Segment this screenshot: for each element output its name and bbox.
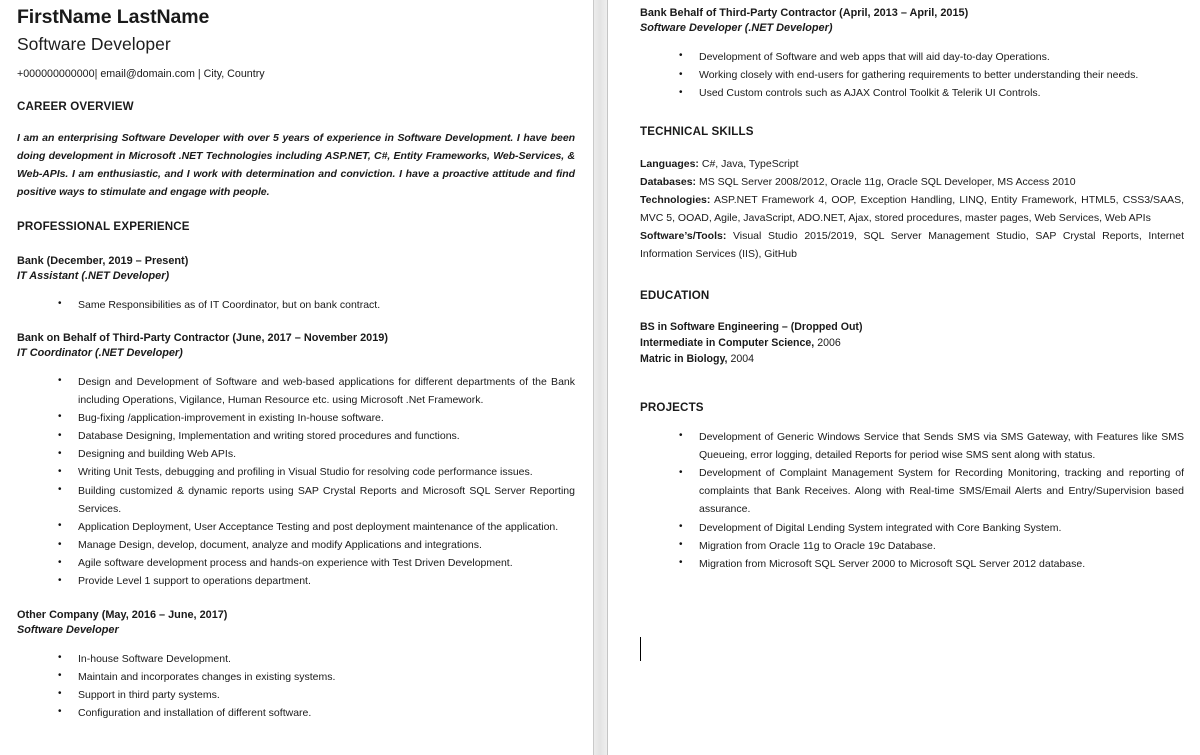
page-gutter-shade <box>594 0 607 755</box>
skill-value: ASP.NET Framework 4, OOP, Exception Handling, LINQ, Entity Framework, HTML5, CSS3/SAAS, MVC 5, OOAD, Agile, JavaScript, ADO.NET, Ajax, stored procedures, master pages, Web Services, Web APIs <box>640 193 1184 224</box>
section-heading-education: EDUCATION <box>640 289 710 303</box>
list-item: • Writing Unit Tests, debugging and profiling in Visual Studio for resolving code performance issues. <box>58 463 575 481</box>
resume-page-left <box>0 0 589 755</box>
list-item: • Database Designing, Implementation and writing stored procedures and functions. <box>58 427 575 445</box>
list-item: • Development of Digital Lending System integrated with Core Banking System. <box>679 519 1184 537</box>
education-degree: Intermediate in Computer Science, <box>640 336 815 349</box>
list-item: • Application Deployment, User Acceptance Testing and post deployment maintenance of the application. <box>58 518 575 536</box>
education-degree: BS in Software Engineering – (Dropped Out) <box>640 320 863 333</box>
job-bullet-list <box>17 373 575 591</box>
list-item: • Provide Level 1 support to operations department. <box>58 572 575 590</box>
education-entry <box>640 335 1184 351</box>
list-item: • Same Responsibilities as of IT Coordinator, but on bank contract. <box>58 296 575 314</box>
list-item: • Development of Generic Windows Service that Sends SMS via SMS Gateway, with Features like SMS Queueing, error logging, detailed Reports for period wise SMS sent along with status. <box>679 428 1184 464</box>
list-item: • Maintain and incorporates changes in existing systems. <box>58 668 575 686</box>
job-entry <box>17 331 575 591</box>
list-item: • Configuration and installation of different software. <box>58 704 575 722</box>
candidate-job-title: Software Developer <box>17 34 171 54</box>
list-item: • Manage Design, develop, document, analyze and modify Applications and integrations. <box>58 536 575 554</box>
job-bullet-list <box>640 48 1184 102</box>
list-item: • Bug-fixing /application-improvement in existing In-house software. <box>58 409 575 427</box>
job-role: IT Coordinator (.NET Developer) <box>17 347 183 360</box>
job-bullet-list <box>17 296 575 314</box>
list-item: • Development of Complaint Management System for Recording Monitoring, tracking and reporting of complaints that Bank Receives. Along with Real-time SMS/Email Alerts and Entry/Supervision based assurance. <box>679 464 1184 518</box>
job-role: Software Developer (.NET Developer) <box>640 22 833 35</box>
list-item: • In-house Software Development. <box>58 650 575 668</box>
list-item: • Used Custom controls such as AJAX Control Toolkit & Telerik UI Controls. <box>679 84 1184 102</box>
job-entry <box>17 608 575 723</box>
page-edge-right <box>607 0 608 755</box>
skill-label: Languages: <box>640 157 699 170</box>
list-item: • Designing and building Web APIs. <box>58 445 575 463</box>
job-role: IT Assistant (.NET Developer) <box>17 270 170 283</box>
job-entry <box>640 6 1184 102</box>
text-cursor-caret[interactable] <box>640 637 641 661</box>
page-gutter <box>589 0 620 755</box>
list-item: • Support in third party systems. <box>58 686 575 704</box>
job-employer: Bank on Behalf of Third-Party Contractor (June, 2017 – November 2019) <box>17 331 388 344</box>
skill-entry <box>640 227 1184 263</box>
list-item: • Agile software development process and hands-on experience with Test Driven Development. <box>58 554 575 572</box>
section-heading-technical-skills: TECHNICAL SKILLS <box>640 125 754 139</box>
skill-value: MS SQL Server 2008/2012, Oracle 11g, Oracle SQL Developer, MS Access 2010 <box>696 175 1076 188</box>
skill-value: C#, Java, TypeScript <box>698 157 799 170</box>
page-title: FirstName LastName <box>17 6 210 28</box>
education-entry <box>640 351 1184 367</box>
job-entry <box>17 254 575 314</box>
skill-entry <box>640 155 1184 173</box>
job-role: Software Developer <box>17 624 119 637</box>
skill-label: Technologies: <box>640 193 711 206</box>
projects-bullet-list <box>640 428 1184 573</box>
skill-label: Software’s/Tools: <box>640 230 727 243</box>
education-list <box>640 319 1184 368</box>
resume-page-right <box>620 0 1200 755</box>
list-item: • Building customized & dynamic reports using SAP Crystal Reports and Microsoft SQL Server Reporting Services. <box>58 482 575 518</box>
technical-skills-list <box>640 155 1184 264</box>
skill-label: Databases: <box>640 175 697 188</box>
skill-value: Visual Studio 2015/2019, SQL Server Management Studio, SAP Crystal Reports, Internet Information Services (IIS), GitHub <box>640 230 1184 261</box>
education-entry <box>640 319 1184 335</box>
job-employer: Bank (December, 2019 – Present) <box>17 254 189 267</box>
education-degree: Matric in Biology, <box>640 353 728 366</box>
list-item: • Migration from Microsoft SQL Server 2000 to Microsoft SQL Server 2012 database. <box>679 555 1184 573</box>
list-item: • Migration from Oracle 11g to Oracle 19c Database. <box>679 537 1184 555</box>
skill-entry <box>640 191 1184 227</box>
section-heading-projects: PROJECTS <box>640 400 704 414</box>
job-employer: Other Company (May, 2016 – June, 2017) <box>17 608 228 621</box>
list-item: • Development of Software and web apps that will aid day-to-day Operations. <box>679 48 1184 66</box>
contact-line: +000000000000| email@domain.com | City, Country <box>17 68 265 81</box>
section-heading-career-overview: CAREER OVERVIEW <box>17 100 134 114</box>
job-bullet-list <box>17 650 575 723</box>
list-item: • Design and Development of Software and web-based applications for different departments of the Bank including Operations, Vigilance, Human Resource etc. using Microsoft .Net Framework. <box>58 373 575 409</box>
section-heading-professional-experience: PROFESSIONAL EXPERIENCE <box>17 219 190 233</box>
job-employer: Bank Behalf of Third-Party Contractor (April, 2013 – April, 2015) <box>640 7 969 19</box>
education-year: 2004 <box>727 353 755 366</box>
skill-entry <box>640 173 1184 191</box>
education-year: 2006 <box>814 336 841 349</box>
career-overview-summary: I am an enterprising Software Developer with over 5 years of experience in Software Development. I have been doing development in Microsoft .NET Technologies including ASP.NET, C#, Entity Frameworks, Web-Services, & Web-APIs. I am enthusiastic, and I work with determination and conviction. I have a proactive attitude and find positive ways to stimulate and engage with people. <box>17 132 575 199</box>
list-item: • Working closely with end-users for gathering requirements to better understanding their needs. <box>679 66 1184 84</box>
